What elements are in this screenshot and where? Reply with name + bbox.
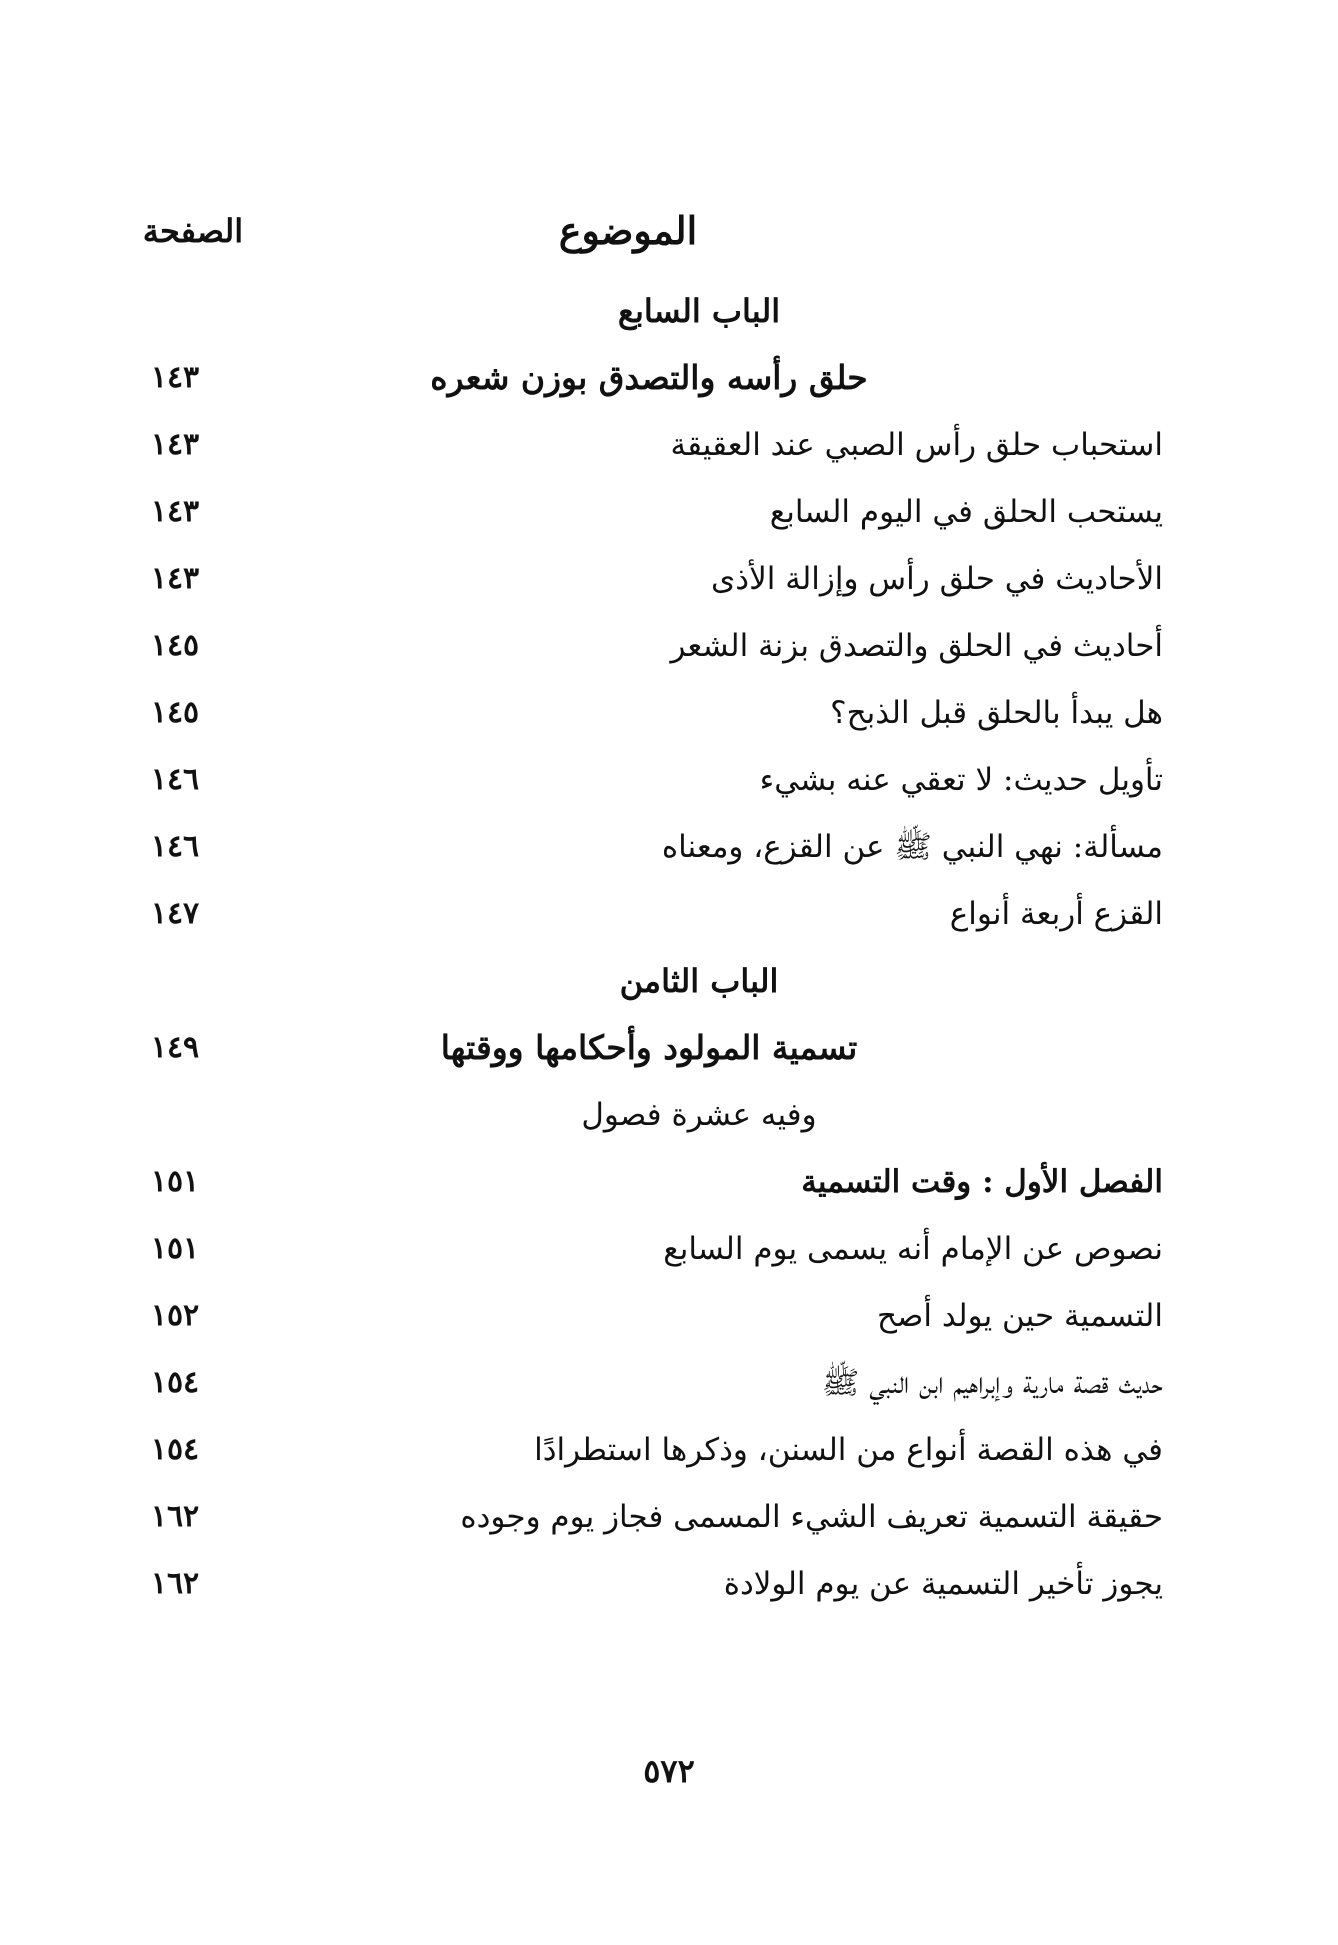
- toc-row: [0, 1149, 1338, 1216]
- toc-row: [0, 412, 1338, 479]
- toc-row: [0, 1283, 1338, 1350]
- toc-row: [0, 948, 1338, 1015]
- toc-entry-page: ١٤٦: [150, 829, 200, 864]
- toc-entry-page: ١٤٥: [150, 628, 200, 663]
- toc-entry-page: ١٤٧: [150, 896, 200, 931]
- toc-row: [0, 1216, 1338, 1283]
- toc-entry-title: تسمية المولود وأحكامها ووقتها: [440, 1028, 858, 1067]
- toc-entry-title: حقيقة التسمية تعريف الشيء المسمى فجاز يوم وجوده: [460, 1499, 1163, 1535]
- toc-entry-title: وفيه عشرة فصول: [581, 1097, 817, 1133]
- toc-row: [0, 814, 1338, 881]
- toc-row: [0, 278, 1338, 345]
- toc-row: [0, 546, 1338, 613]
- toc-entry-page: ١٤٦: [150, 762, 200, 797]
- toc-entry-page: ١٤٣: [150, 561, 200, 596]
- toc-entry-page: ١٤٥: [150, 695, 200, 730]
- toc-entry-page: ١٥١: [150, 1164, 200, 1199]
- toc-row: [0, 1350, 1338, 1417]
- toc-entry-page: ١٤٣: [150, 427, 200, 462]
- toc-entry-title: حلق رأسه والتصدق بوزن شعره: [430, 358, 868, 397]
- page-number: ٥٧٢: [643, 1752, 695, 1790]
- toc-entry-title: نصوص عن الإمام أنه يسمى يوم السابع: [663, 1231, 1163, 1267]
- toc-entry-title: الفصل الأول : وقت التسمية: [801, 1164, 1163, 1200]
- toc-entry-title: حديث قصة مارية وإبراهيم ابن النبي ﷺ: [821, 1365, 1163, 1401]
- toc-row: [0, 613, 1338, 680]
- topic-column-heading: الموضوع: [558, 208, 698, 253]
- toc-entry-page: ١٥١: [150, 1231, 200, 1266]
- toc-entry-page: ١٤٣: [150, 360, 200, 395]
- toc-entry-title: استحباب حلق رأس الصبي عند العقيقة: [670, 427, 1163, 463]
- toc-entry-title: يستحب الحلق في اليوم السابع: [769, 494, 1163, 530]
- toc-entry-title: هل يبدأ بالحلق قبل الذبح؟: [830, 695, 1163, 731]
- toc-entry-page: ١٥٢: [150, 1298, 200, 1333]
- toc-entry-title: يجوز تأخير التسمية عن يوم الولادة: [723, 1566, 1163, 1602]
- table-of-contents: [0, 278, 1338, 1618]
- toc-entry-title: أحاديث في الحلق والتصدق بزنة الشعر: [670, 628, 1163, 664]
- toc-row: [0, 1551, 1338, 1618]
- toc-row: [0, 1417, 1338, 1484]
- page-column-heading: الصفحة: [142, 212, 244, 250]
- toc-row: [0, 680, 1338, 747]
- toc-entry-title: تأويل حديث: لا تعقي عنه بشيء: [759, 762, 1163, 798]
- toc-row: [0, 1484, 1338, 1551]
- toc-header: [0, 208, 1338, 278]
- toc-entry-title: الباب الثامن: [619, 962, 779, 1000]
- toc-entry-page: ١٤٣: [150, 494, 200, 529]
- toc-entry-title: مسألة: نهي النبي ﷺ عن القزع، ومعناه: [661, 829, 1163, 865]
- toc-row: [0, 1015, 1338, 1082]
- toc-entry-title: في هذه القصة أنواع من السنن، وذكرها استطرادًا: [534, 1432, 1163, 1468]
- toc-entry-page: ١٥٤: [150, 1432, 200, 1467]
- toc-entry-page: ١٦٢: [150, 1499, 200, 1534]
- toc-entry-title: الأحاديث في حلق رأس وإزالة الأذى: [711, 561, 1163, 597]
- toc-row: [0, 345, 1338, 412]
- toc-entry-title: القزع أربعة أنواع: [949, 896, 1163, 932]
- toc-entry-page: ١٦٢: [150, 1566, 200, 1601]
- toc-entry-page: ١٤٩: [150, 1030, 200, 1065]
- toc-row: [0, 479, 1338, 546]
- toc-entry-title: الباب السابع: [617, 292, 781, 330]
- toc-row: [0, 1082, 1338, 1149]
- toc-row: [0, 747, 1338, 814]
- toc-entry-page: ١٥٤: [150, 1365, 200, 1400]
- toc-row: [0, 881, 1338, 948]
- toc-entry-title: التسمية حين يولد أصح: [877, 1298, 1163, 1334]
